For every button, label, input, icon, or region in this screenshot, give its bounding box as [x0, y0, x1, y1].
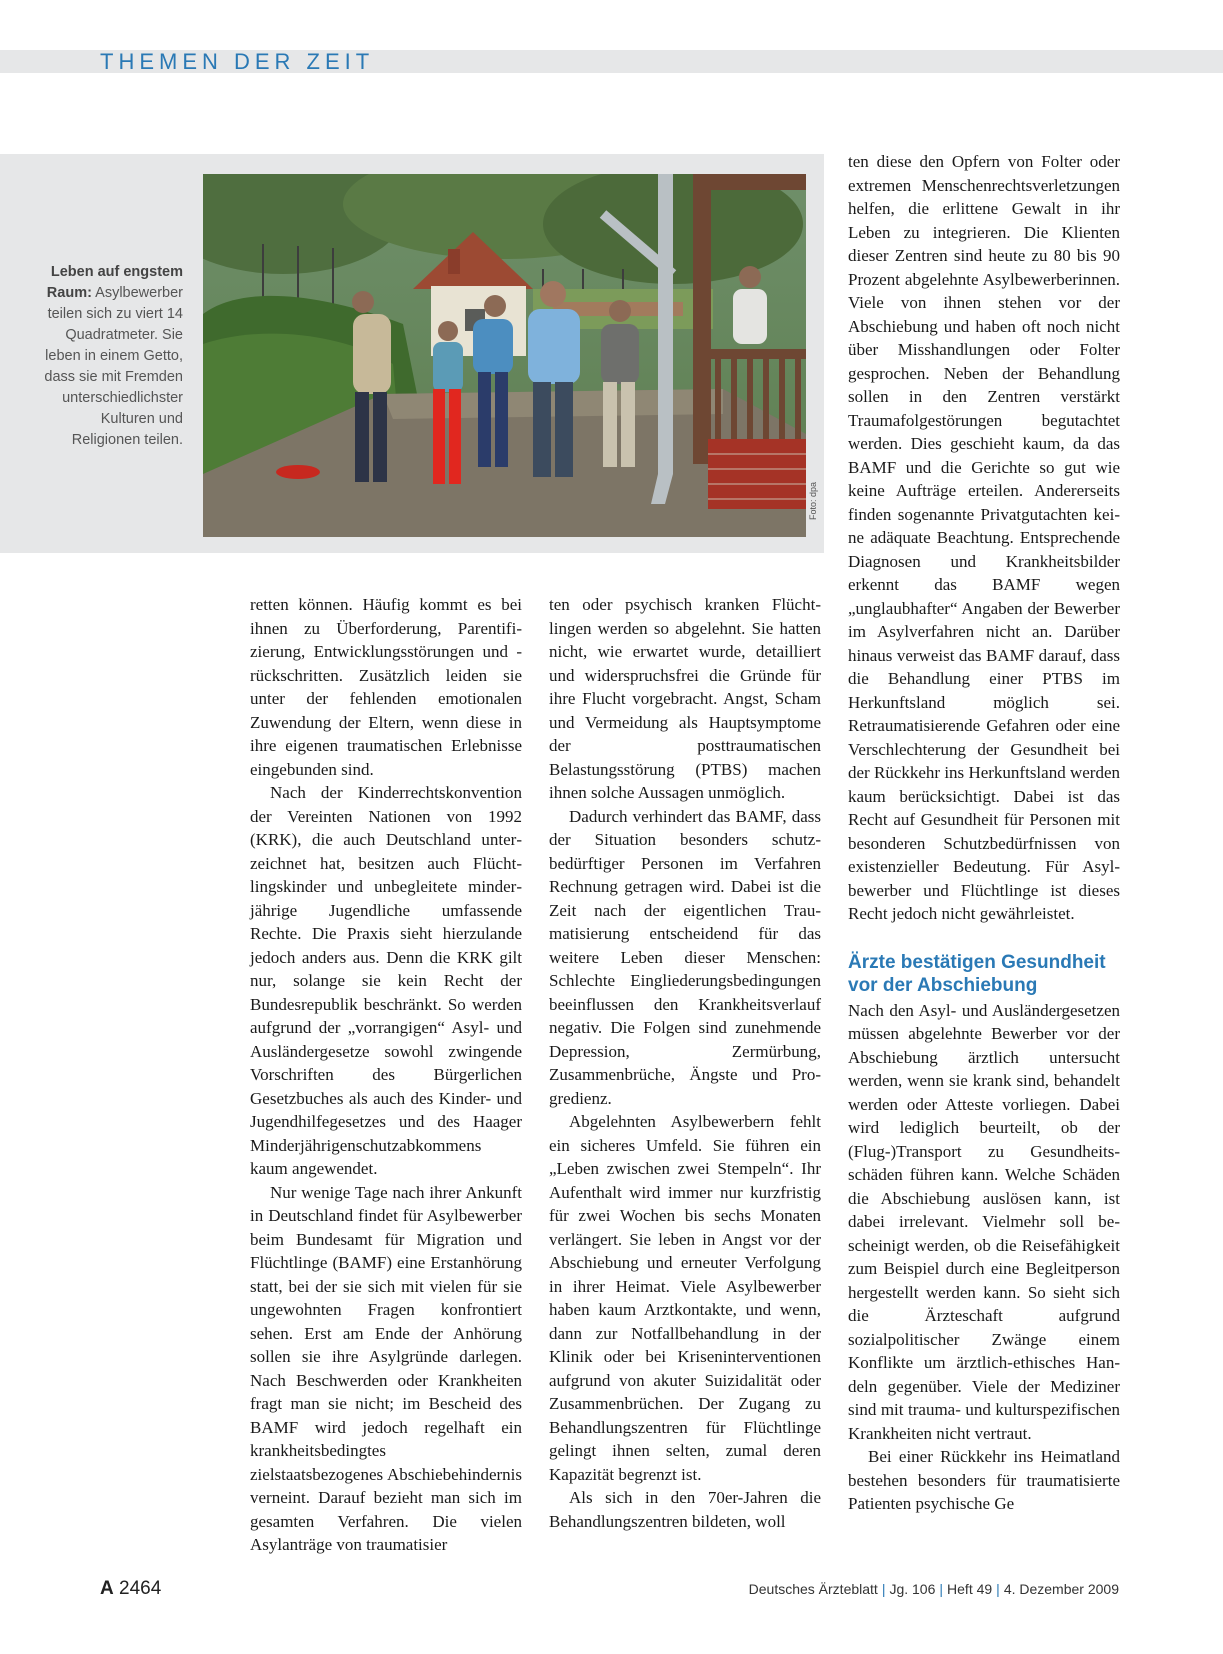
paragraph: ten diese den Opfern von Folter oder extremen Menschenrechtsverletzungen helfen, die erlittene Gewalt in ihr Leben zu integrieren. Die Klienten dieser Zentren sind heute zu 80 bis 90 Prozent abgelehnte Asylbewerberinnen. Viele von ihnen stehen vor der Abschiebung und haben oft noch nicht über Misshandlungen oder Folter gesprochen. Neben der Behandlung sollen in den Zentren verstärkt Traumafolgestörungen begutachtet werden. Dies geschieht kaum, da das BAMF und die Gerichte so gut wie keine Aufträge erteilen. Andererseits finden sogenannte Privatgutachten keine adäquate Beachtung. Entsprechende Diagnosen und Krankheitsbilder erkennt das BAMF wegen „unglaubhafter“ Angaben der Bewerber im Asylverfahren nicht an. Darüber hinaus verweist das BAMF darauf, dass die Behandlung einer PTBS im Herkunftsland möglich sei. Retraumatisierende Gefahren oder eine Verschlechterung der Gesundheit bei der Rückkehr ins Herkunftsland werden kaum berücksichtigt. Dabei ist das Recht auf Gesundheit für Personen mit besonderen Schutzbedürfnissen von existenzieller Bedeutung. Für Asylbewerber und Flüchtlinge ist dieses Recht jedoch nicht gewährleistet.: [848, 152, 1120, 923]
section-title: THEMEN DER ZEIT: [100, 49, 375, 74]
journal-date: 4. Dezember 2009: [1003, 1581, 1119, 1597]
page-number: [100, 1578, 161, 1600]
article-column-2: [549, 593, 821, 1533]
caption-text: Asylbewerber teilen sich zu viert 14 Quadratmeter. Sie leben in einem Getto, dass sie mit Fremden unterschiedlichster Kulturen und Religionen teilen.: [44, 285, 183, 448]
section-header-bar: [0, 50, 1223, 73]
caption-title: Leben auf engstem Raum:: [46, 264, 183, 301]
journal-volume: Jg. 106: [889, 1581, 936, 1597]
photo-asylum-housing: [203, 174, 806, 537]
article-column-3: [848, 150, 1120, 1516]
paragraph: Als sich in den 70er-Jahren die Behandlungszentren bildeten, woll: [549, 1488, 821, 1531]
paragraph: Dadurch verhindert das BAMF, dass der Situation besonders schutzbedürftiger Personen im Verfahren Rechnung getragen wird. Dabei ist die Zeit nach der eigentlichen Traumatisierung entscheidend für das weitere Leben dieser Menschen: Schlechte Eingliederungsbedingungen beeinflussen den Krankheitsverlauf negativ. Die Folgen sind zunehmende Depression, Zermürbung, Zusammenbrüche, Ängste und Progredienz.: [549, 806, 821, 1108]
subheading-line-1: Ärzte bestätigen Gesundheit: [848, 951, 1106, 973]
journal-name: Deutsches Ärzteblatt: [748, 1581, 878, 1597]
paragraph: Nur wenige Tage nach ihrer Ankunft in Deutschland findet für Asylbewerber beim Bundesamt für Migration und Flüchtlinge (BAMF) eine Erstanhörung statt, bei der sie sich mit vielen für sie ungewohnten Fragen konfrontiert sehen. Erst am Ende der Anhörung sollen sie ihre Asylgründe darlegen. Nach Beschwerden oder Krankheiten fragt man sie nicht; im Bescheid des BAMF wird jedoch regelhaft ein krankheitsbedingtes zielstaatsbezogenes Abschiebehindernis verneint. Darauf bezieht man sich im gesamten Verfahren. Die vielen Asylanträge von traumatisier: [250, 1182, 522, 1554]
paragraph: retten können. Häufig kommt es bei ihnen zu Überforderung, Parentifizierung, Entwicklungsstörungen und -rückschritten. Zusätzlich leiden sie unter der fehlenden emotionalen Zuwendung der Eltern, wenn diese in ihre eigenen traumatischen Erlebnisse eingebunden sind.: [250, 595, 522, 779]
subheading-line-2: vor der Abschiebung: [848, 974, 1038, 996]
journal-issue: Heft 49: [947, 1581, 993, 1597]
paragraph: ten oder psychisch kranken Flüchtlingen werden so abgelehnt. Sie hatten nicht, wie erwartet wurde, detailliert und widerspruchsfrei die Gründe für ihre Flucht vorgebracht. Angst, Scham und Vermeidung als Hauptsymptome der posttraumatischen Belastungsstörung (PTBS) machen ihnen solche Aussagen unmöglich.: [549, 595, 821, 802]
paragraph: Abgelehnten Asylbewerbern fehlt ein sicheres Umfeld. Sie führen ein „Leben zwischen zwei Stempeln“. Ihr Aufenthalt wird immer nur kurzfristig für zwei Wochen bis sechs Monaten verlängert. Sie leben in Angst vor der Abschiebung und erneuter Verfolgung in ihrer Heimat. Viele Asylbewerber haben kaum Arztkontakte, und wenn, dann zur Notfallbehandlung in der Klinik oder bei Kriseninterventionen aufgrund von akuter Suizidalität oder Zusammenbrüchen. Der Zugang zu Behandlungszentren für Flüchtlinge gelingt ihnen selten, zumal deren Kapazität begrenzt ist.: [549, 1112, 821, 1484]
page-prefix: A: [100, 1578, 114, 1599]
photo-credit: [808, 512, 818, 520]
page-footer: [0, 1578, 1223, 1608]
paragraph: Nach der Kinderrechtskonvention der Vereinten Nationen von 1992 (KRK), die auch Deutschland unterzeichnet hat, besitzen auch Flüchtlingskinder und unbegleitete minderjährige Jugendliche umfassende Rechte. Die Praxis sieht hierzulande jedoch anders aus. Denn die KRK gilt nur, solange sie kein Recht der Bundesrepublik beschränkt. So werden aufgrund der „vorrangigen“ Asyl- und Ausländergesetze sowohl zwingende Vorschriften des Bürgerlichen Gesetzbuches als auch des Kinder- und Jugendhilfegesetzes und des Haager Minderjährigenschutzabkommens kaum angewendet.: [250, 783, 522, 1178]
article-column-1: [250, 593, 522, 1557]
paragraph: Bei einer Rückkehr ins Heimatland bestehen besonders für traumatisierte Patienten psychische Ge: [848, 1447, 1120, 1513]
page-number-value: 2464: [119, 1578, 162, 1599]
paragraph: Nach den Asyl- und Ausländergesetzen müssen abgelehnte Bewerber vor der Abschiebung ärztlich untersucht werden, wenn sie krank sind, behandelt werden oder Atteste vorliegen. Dabei wird lediglich beurteilt, ob der (Flug-)Transport zu Gesundheitsschäden führen kann. Welche Schäden die Abschiebung auslösen kann, ist dabei irrelevant. Vielmehr soll bescheinigt werden, ob die Reisefähigkeit zum Beispiel durch eine Begleitperson hergestellt werden kann. So sieht sich die Ärzteschaft aufgrund sozialpolitischer Zwänge einem Konflikte um ärztlich-ethisches Handeln gegenüber. Viele der Mediziner sind mit trauma- und kulturspezifischen Krankheiten nicht vertraut.: [848, 1000, 1120, 1443]
figure-caption: [30, 262, 183, 451]
journal-info: Deutsches Ärzteblatt | Jg. 106 | Heft 49 | 4. Dezember 2009: [748, 1581, 1119, 1597]
subheading: [848, 951, 1120, 997]
